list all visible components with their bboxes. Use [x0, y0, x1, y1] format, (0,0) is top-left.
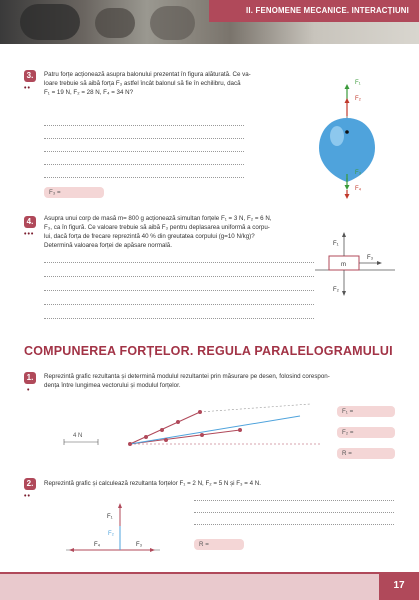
exercise-text: Asupra unui corp de masă m= 800 g acționează simultan forțele F₁ = 3 N, F₂ = 6 N, F₃, ca în figură. Ce valoare trebuie să aibă F₃ pentru deplasarea uniformă a corpu- lui, dacă forța de frecare reprezintă 40 % din greutatea corpului (g=10 N/kg)? Determină valoarea forței de apăsare normală.: [44, 215, 272, 249]
answer-line[interactable]: [44, 151, 244, 152]
exercise-text: Patru forțe acționează asupra balonului prezentat în figura alăturată. Ce va- loare trebuie să aibă forța F₃ astfel încât balonul să fie în echilibru, dacă F₁ = 19 N, F₂ = 28 N, F₄ = 34 N?: [44, 71, 251, 96]
answer-field-r[interactable]: R =: [194, 539, 244, 550]
label-f1: F₁: [107, 514, 113, 520]
exercise-number: 4.: [24, 216, 36, 228]
exercise-number: 2.: [24, 478, 36, 490]
answer-field-f3[interactable]: F₃ =: [44, 187, 104, 198]
exercise-number: 3.: [24, 70, 36, 82]
answer-line[interactable]: [44, 304, 314, 305]
label-f4: F₄: [94, 542, 101, 548]
exercise-text: Reprezintă grafic rezultanta și determină modulul rezultantei prin măsurare pe desen, folosind corespon- dența între lungimea vectorului și modulul forțelor.: [44, 373, 330, 389]
label-f1: F₁: [333, 241, 339, 247]
chapter-title: II. FENOMENE MECANICE. INTERACȚIUNI: [209, 0, 419, 22]
exercise-text: Reprezintă grafic și calculează rezultanta forțelor F₁ = 2 N, F₂ = 5 N și F₃ = 4 N.: [44, 480, 261, 487]
answer-line[interactable]: [194, 500, 394, 501]
scale-label: 4 N: [73, 433, 83, 439]
answer-line[interactable]: [44, 262, 314, 263]
answer-field-f2[interactable]: F₂ =: [337, 427, 395, 438]
balloon-diagram: [315, 70, 385, 200]
answer-field-r[interactable]: R =: [337, 448, 395, 459]
label-f3: F₃: [136, 542, 143, 548]
label-f3: F₃: [367, 255, 374, 261]
label-f2: F₂: [355, 96, 361, 102]
answer-line[interactable]: [44, 125, 244, 126]
label-f4: F₄: [355, 186, 362, 192]
answer-line[interactable]: [44, 318, 314, 319]
difficulty-dots: •: [27, 387, 31, 394]
footer-divider: [0, 572, 380, 574]
parallelogram-diagram: [60, 400, 320, 450]
forces-diagram: [60, 496, 170, 562]
page-number: 17: [379, 572, 419, 600]
label-f1: F₁: [355, 80, 361, 86]
block-diagram: [315, 225, 395, 315]
difficulty-dots: •••: [24, 231, 35, 238]
answer-line[interactable]: [44, 138, 244, 139]
label-f3: F₃: [355, 170, 362, 176]
difficulty-dots: ••: [24, 493, 31, 500]
difficulty-dots: ••: [24, 85, 31, 92]
label-f2: F₂: [108, 531, 114, 537]
answer-line[interactable]: [44, 276, 314, 277]
answer-line[interactable]: [194, 512, 394, 513]
answer-line[interactable]: [44, 177, 244, 178]
answer-field-f1[interactable]: F₁ =: [337, 406, 395, 417]
label-f2: F₂: [333, 287, 339, 293]
footer-band: [0, 572, 419, 600]
answer-line[interactable]: [44, 164, 244, 165]
exercise-number: 1.: [24, 372, 36, 384]
answer-line[interactable]: [194, 524, 394, 525]
mass-label: m: [341, 262, 346, 268]
answer-line[interactable]: [44, 290, 314, 291]
section-title: COMPUNEREA FORȚELOR. REGULA PARALELOGRAMULUI: [24, 344, 393, 358]
